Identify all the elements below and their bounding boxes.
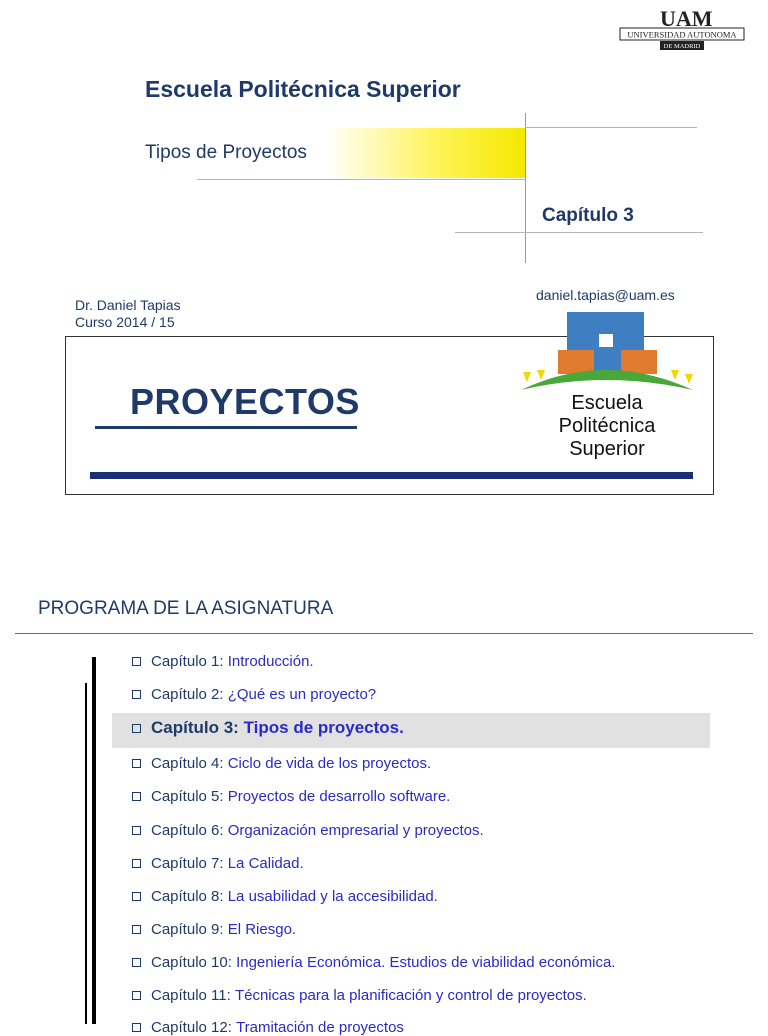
chapter-topic: Tipos de proyectos. (243, 718, 404, 737)
divider-bottom (455, 232, 703, 233)
checkbox-icon (132, 925, 141, 934)
chapter-item (132, 822, 484, 839)
chapter-label: Capítulo 8: (151, 888, 224, 905)
checkbox-icon (132, 724, 141, 733)
checkbox-icon (132, 690, 141, 699)
chapter-topic: Introducción. (227, 653, 314, 670)
checkbox-icon (132, 792, 141, 801)
divider-vertical (525, 113, 526, 263)
chapter-topic: ¿Qué es un proyecto? (227, 686, 377, 703)
chapter-item (132, 788, 450, 805)
program-title: PROGRAMA DE LA ASIGNATURA (38, 598, 334, 619)
chapter-item (132, 888, 438, 905)
chapter-item (132, 1019, 404, 1036)
chapter-topic: La usabilidad y la accesibilidad. (227, 888, 438, 905)
chapter-label: Capítulo 6: (151, 822, 224, 839)
chapter-label: Capítulo 11: (151, 987, 231, 1004)
uam-logo-line1: UNIVERSIDAD AUTONOMA (627, 29, 737, 40)
banner-title: PROYECTOS (130, 381, 360, 422)
checkbox-icon (132, 892, 141, 901)
chapter-item (132, 653, 314, 670)
chapter-label: Capítulo 4: (151, 755, 224, 772)
course-year: Curso 2014 / 15 (75, 314, 175, 330)
chapter-item (132, 755, 431, 772)
eps-logo-line1: Escuela (571, 392, 643, 414)
chapter-label: Capítulo 9: (151, 921, 224, 938)
chapter-topic: Tramitación de proyectos (236, 1019, 404, 1036)
divider-top (525, 127, 697, 128)
uam-logo-line2: DE MADRID (663, 43, 701, 50)
subtitle-highlight (325, 128, 525, 178)
program-title-rule (15, 633, 753, 634)
checkbox-icon (132, 859, 141, 868)
eps-logo (515, 310, 695, 468)
chapter-topic: El Riesgo. (227, 921, 297, 938)
banner-bottom-bar (90, 472, 693, 479)
chapter-label: Capítulo 5: (151, 788, 224, 805)
chapter-label: Capítulo 12: (151, 1019, 232, 1036)
chapter-topic: Ingeniería Económica. Estudios de viabilidad económica. (236, 954, 616, 971)
checkbox-icon (132, 759, 141, 768)
chapter-label: Capítulo 3: (151, 718, 239, 737)
chapter-label: Capítulo 1: (151, 653, 224, 670)
uam-logo (618, 6, 746, 52)
chapter-label: Capítulo 7: (151, 855, 224, 872)
chapter-topic: Proyectos de desarrollo software. (227, 788, 451, 805)
banner-title-underline (95, 426, 357, 429)
chapter-item (132, 987, 587, 1004)
chapter-topic: La Calidad. (227, 855, 304, 872)
checkbox-icon (132, 958, 141, 967)
uam-logo-letters: UAM (660, 6, 713, 31)
chapter-topic: Organización empresarial y proyectos. (227, 822, 484, 839)
chapter-item-active (132, 718, 404, 738)
checkbox-icon (132, 1023, 141, 1032)
eps-logo-line3: Superior (569, 438, 645, 460)
chapter-label: Capítulo 10: (151, 954, 232, 971)
chapter-item (132, 855, 304, 872)
left-bar-thick (92, 657, 96, 1024)
author-email[interactable]: daniel.tapias@uam.es (536, 287, 675, 303)
chapter-label: Capítulo 3 (542, 205, 634, 226)
school-title: Escuela Politécnica Superior (145, 76, 461, 102)
divider-middle (197, 179, 525, 180)
subtitle: Tipos de Proyectos (145, 142, 307, 163)
left-bar-thin (85, 683, 87, 1024)
chapter-label: Capítulo 2: (151, 686, 224, 703)
checkbox-icon (132, 657, 141, 666)
author-block (75, 297, 181, 331)
chapter-item (132, 954, 615, 971)
chapter-item (132, 921, 296, 938)
chapter-topic: Ciclo de vida de los proyectos. (227, 755, 432, 772)
chapter-topic: Técnicas para la planificación y control de proyectos. (234, 987, 587, 1004)
checkbox-icon (132, 991, 141, 1000)
chapter-item (132, 686, 376, 703)
checkbox-icon (132, 826, 141, 835)
eps-logo-line2: Politécnica (558, 415, 656, 437)
author-name: Dr. Daniel Tapias (75, 297, 181, 313)
